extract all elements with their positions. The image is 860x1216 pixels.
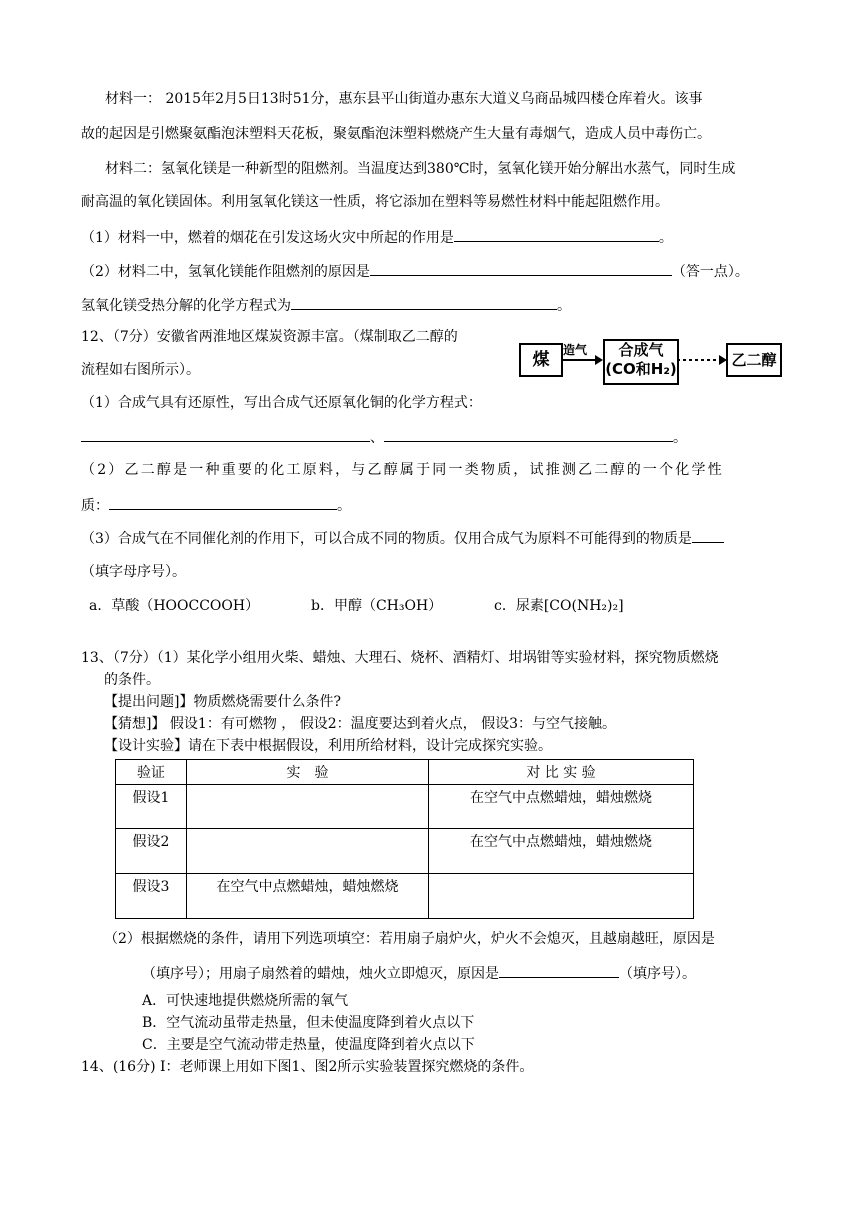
table-cell: 假设3 <box>116 874 187 919</box>
q12-sub2-line2 <box>81 494 351 516</box>
answer-blank[interactable] <box>499 962 619 978</box>
table-cell: 在空气中点燃蜡烛，蜡烛燃烧 <box>429 829 694 874</box>
q11-sub2 <box>81 260 749 282</box>
table-header-cell: 对 比 实 验 <box>429 760 694 785</box>
q13-guess: 【猜想]】 假设1：有可燃物 ， 假设2：温度要达到着火点， 假设3：与空气接触。 <box>104 716 616 732</box>
q13-sub2-text: （填序号）；用扇子扇然着的蜡烛，烛火立即熄灭，原因是 <box>142 966 499 982</box>
q13-sub2-line1: （2）根据燃烧的条件，请用下列选项填空：若用扇子扇炉火，炉火不会熄灭，且越扇越旺，原因是 <box>104 931 715 947</box>
flow-glycol-box: 乙二醇 <box>726 343 782 377</box>
q11-sub1-end: 。 <box>658 230 673 246</box>
q12-sub2-end: 。 <box>337 498 351 514</box>
table-header-cell: 验证 <box>116 760 187 785</box>
q11-sub1 <box>81 226 673 248</box>
q13-question: 【提出问题]】物质燃烧需要什么条件? <box>104 694 341 710</box>
table-cell-answer[interactable] <box>187 785 429 829</box>
answer-blank[interactable] <box>384 426 673 442</box>
q11-sub1-text: （1）材料一中，燃着的烟花在引发这场火灾中所起的作用是 <box>81 230 454 246</box>
flow-coal-box: 煤 <box>519 343 563 377</box>
q12-sub3-text: （3）合成气在不同催化剂的作用下，可以合成不同的物质。仅用合成气为原料不可能得到的物质是 <box>81 531 692 547</box>
material1-line1: 材料一： 2015年2月5日13时51分，惠东县平山街道办惠东大道义乌商品城四楼仓库着火。该事 <box>105 91 703 107</box>
q12-option-c: c．尿素[CO(NH₂)₂] <box>494 598 624 614</box>
flow-syngas-label: 合成气 <box>618 341 664 359</box>
q11-sub3 <box>81 294 571 316</box>
q12-sub1-blanks <box>81 426 687 448</box>
q12-option-a: a．草酸（HOOCCOOH） <box>89 598 260 614</box>
q11-sub2-text: （2）材料二中，氢氧化镁能作阻燃剂的原因是 <box>81 264 370 280</box>
q13-option-b: B．空气流动虽带走热量，但未使温度降到着火点以下 <box>142 1015 475 1031</box>
answer-blank[interactable] <box>81 426 370 442</box>
flow-dashed-arrow-icon <box>677 355 727 365</box>
table-cell: 假设2 <box>116 829 187 874</box>
experiment-table <box>115 759 694 919</box>
q13-option-c: C．主要是空气流动带走热量，使温度降到着火点以下 <box>142 1037 475 1053</box>
table-header-cell: 实 验 <box>187 760 429 785</box>
q12-stem-line1: 12、（7分）安徽省两淮地区煤炭资源丰富。（煤制取乙二醇的 <box>81 329 458 345</box>
answer-blank[interactable] <box>370 260 672 276</box>
q12-sub2-text: 质： <box>81 498 109 514</box>
material1-line2: 故的起因是引燃聚氨酯泡沫塑料天花板，聚氨酯泡沫塑料燃烧产生大量有毒烟气，造成人员中毒伤亡。 <box>81 126 711 142</box>
q13-stem-line1: 13、（7分）（1）某化学小组用火柴、蜡烛、大理石、烧杯、酒精灯、坩埚钳等实验材料，探究物质燃烧 <box>81 650 719 666</box>
table-cell: 在空气中点燃蜡烛，蜡烛燃烧 <box>429 785 694 829</box>
q13-design: 【设计实验】请在下表中根据假设，利用所给材料，设计完成探究实验。 <box>104 738 552 754</box>
q11-sub2-end: （答一点）。 <box>671 264 749 280</box>
q12-sub1-sep: 、 <box>370 430 384 446</box>
flow-syngas-formula: (CO和H₂) <box>605 360 677 378</box>
q13-stem-line2: 的条件。 <box>104 672 160 688</box>
q13-sub2-line2 <box>142 962 696 984</box>
table-cell-answer[interactable] <box>429 874 694 919</box>
table-cell-answer[interactable] <box>187 829 429 874</box>
answer-blank[interactable] <box>692 527 724 543</box>
table-cell: 假设1 <box>116 785 187 829</box>
table-row <box>116 785 694 829</box>
answer-blank[interactable] <box>454 226 659 242</box>
q12-sub1: （1）合成气具有还原性，写出合成气还原氧化铜的化学方程式： <box>81 395 482 411</box>
q11-sub3-end: 。 <box>557 298 571 314</box>
q12-option-b: b．甲醇（CH₃OH） <box>311 598 443 614</box>
q12-sub3-line1 <box>81 527 724 549</box>
q12-sub3-line2: （填字母序号）。 <box>81 564 186 580</box>
q13-sub2-end: （填序号）。 <box>619 966 696 982</box>
q12-stem-line2: 流程如右图所示）。 <box>81 362 200 378</box>
flow-arrow-label: 造气 <box>563 343 588 357</box>
material2-line2: 耐高温的氧化镁固体。利用氢氧化镁这一性质，将它添加在塑料等易燃性材料中能起阻燃作用。 <box>81 194 669 210</box>
q13-option-a: A．可快速地提供燃烧所需的氧气 <box>142 993 349 1009</box>
q12-sub1-end: 。 <box>673 430 687 446</box>
q12-sub2-line1: （2）乙二醇是一种重要的化工原料，与乙醇属于同一类物质，试推测乙二醇的一个化学性 <box>81 462 724 478</box>
q11-sub3-text: 氢氧化镁受热分解的化学方程式为 <box>81 298 291 314</box>
table-row <box>116 829 694 874</box>
answer-blank[interactable] <box>291 294 557 310</box>
flow-syngas-box <box>603 339 679 385</box>
table-row <box>116 874 694 919</box>
flow-arrow-icon <box>561 355 603 365</box>
answer-blank[interactable] <box>109 494 337 510</box>
q14-stem: 14、(16分) Ⅰ：老师课上用如下图1、图2所示实验装置探究燃烧的条件。 <box>81 1059 534 1075</box>
table-cell: 在空气中点燃蜡烛，蜡烛燃烧 <box>187 874 429 919</box>
coal-to-glycol-flowchart <box>519 327 777 389</box>
material2-line1: 材料二：氢氧化镁是一种新型的阻燃剂。当温度达到380℃时，氢氧化镁开始分解出水蒸气，同时生成 <box>105 161 736 177</box>
table-header-row <box>116 760 694 785</box>
